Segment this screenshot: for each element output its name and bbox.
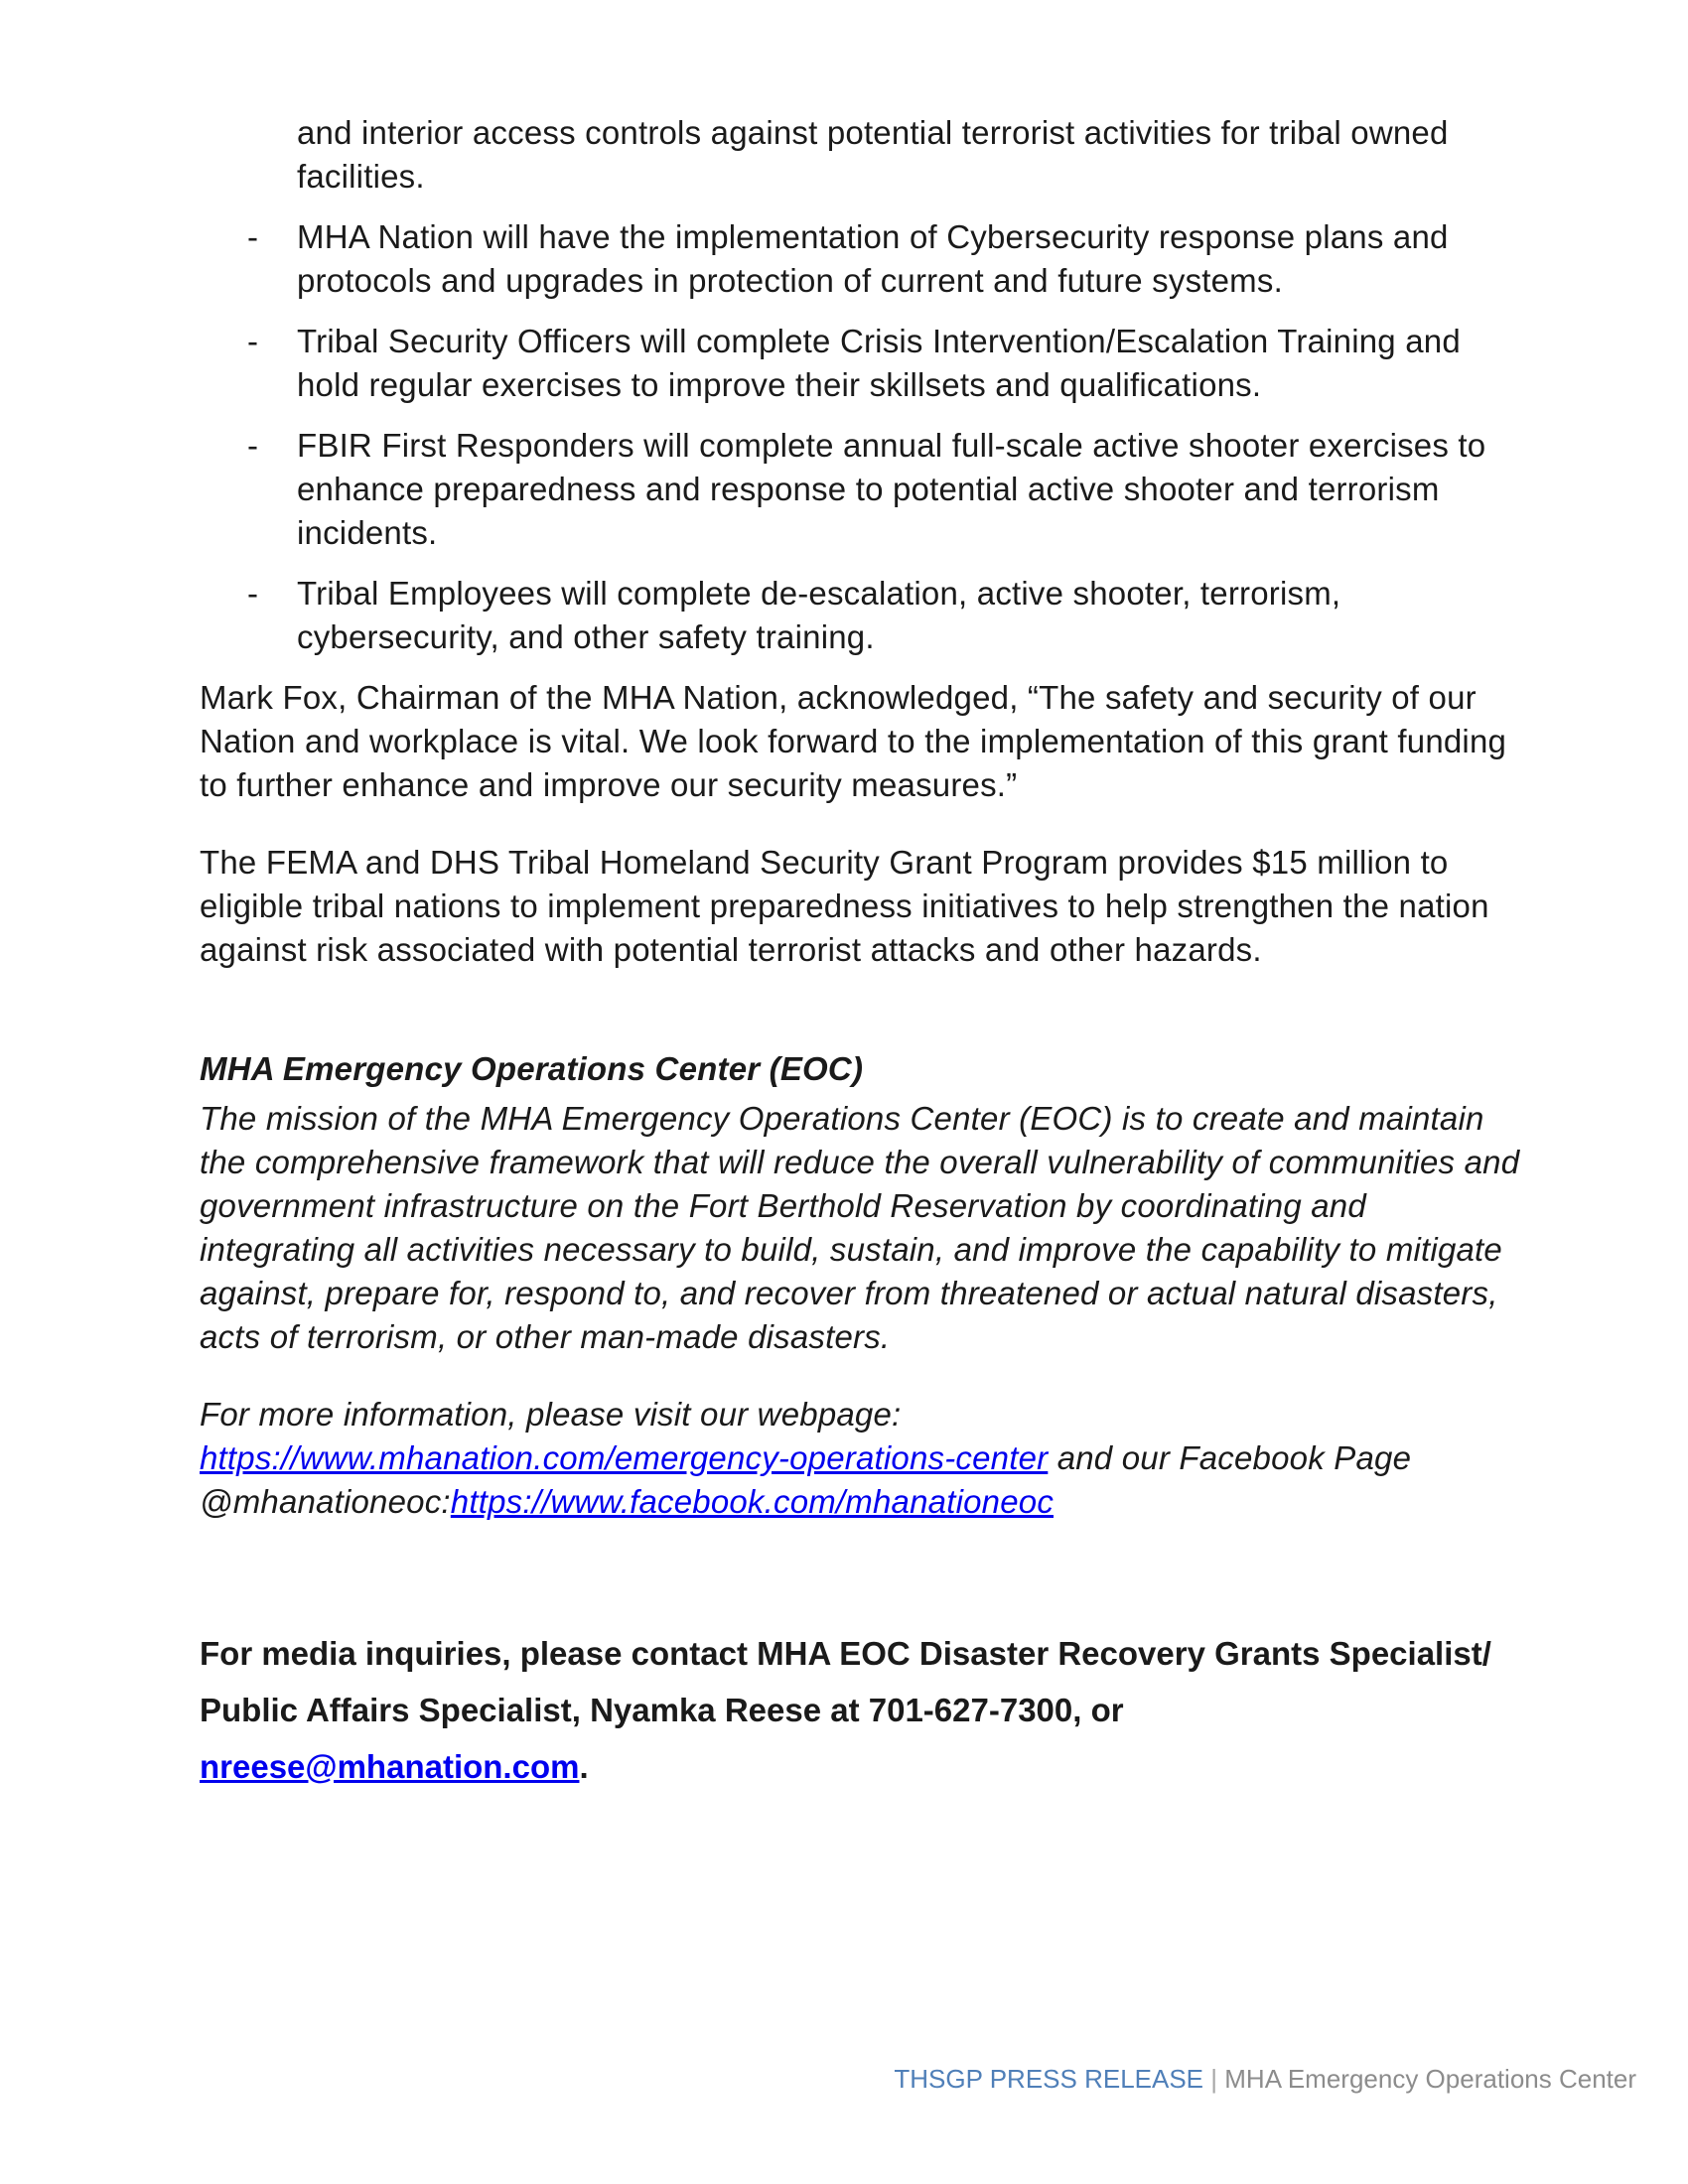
- bullet-item-security-officers: [200, 320, 1520, 407]
- bullet-item-tribal-employees: [200, 572, 1520, 659]
- footer-org: MHA Emergency Operations Center: [1224, 2064, 1636, 2094]
- bullet-text: MHA Nation will have the implementation of Cybersecurity response plans and protocols and upgrades in protection of current and future systems.: [297, 218, 1449, 299]
- facebook-link[interactable]: https://www.facebook.com/mhanationeoc: [450, 1483, 1055, 1520]
- more-info-prefix: For more information, please visit our webpage:: [200, 1396, 902, 1433]
- bullet-text: Tribal Employees will complete de-escalation, active shooter, terrorism, cybersecurity, and other safety training.: [297, 575, 1341, 655]
- document-body: [200, 111, 1520, 1795]
- page-footer: [894, 2063, 1636, 2095]
- media-end-punct: .: [579, 1748, 589, 1785]
- bullet-item-first-responders: [200, 424, 1520, 555]
- bullet-dash: -: [247, 427, 259, 464]
- bullet-text: Tribal Security Officers will complete Crisis Intervention/Escalation Training and hold regular exercises to improve their skillsets and qualifications.: [297, 323, 1461, 403]
- more-info-paragraph: [200, 1393, 1520, 1524]
- grant-program-paragraph: The FEMA and DHS Tribal Homeland Security Grant Program provides $15 million to eligible tribal nations to implement preparedness initiatives to help strengthen the nation against risk associated with potential terrorist attacks and other hazards.: [200, 844, 1489, 968]
- eoc-heading: MHA Emergency Operations Center (EOC): [200, 1050, 864, 1087]
- eoc-webpage-link[interactable]: https://www.mhanation.com/emergency-operations-center: [200, 1439, 1049, 1476]
- bullet-dash: -: [247, 575, 259, 612]
- bullet-text: FBIR First Responders will complete annual full-scale active shooter exercises to enhance preparedness and response to potential active shooter and terrorism incidents.: [297, 427, 1486, 551]
- email-link[interactable]: nreese@mhanation.com: [200, 1748, 580, 1785]
- media-contact: [200, 1625, 1520, 1795]
- facebook-text: and our Facebook Page @mhanationeoc:: [200, 1439, 1412, 1520]
- bullet-item-cybersecurity: [200, 215, 1520, 303]
- chairman-quote-paragraph: Mark Fox, Chairman of the MHA Nation, acknowledged, “The safety and security of our Nation and workplace is vital. We look forward to the implementation of this grant funding to further enhance and improve our security measures.”: [200, 679, 1507, 803]
- bullet-continuation: and interior access controls against potential terrorist activities for tribal owned facilities.: [297, 114, 1449, 195]
- eoc-mission-paragraph: The mission of the MHA Emergency Operations Center (EOC) is to create and maintain the comprehensive framework that will reduce the overall vulnerability of communities and government infrastructure on the Fort Berthold Reservation by coordinating and integrating all activities necessary to build, sustain, and improve the capability to mitigate against, prepare for, respond to, and recover from threatened or actual natural disasters, acts of terrorism, or other man-made disasters.: [200, 1100, 1520, 1355]
- footer-separator: |: [1210, 2064, 1218, 2094]
- bullet-dash: -: [247, 323, 259, 359]
- media-contact-text: For media inquiries, please contact MHA EOC Disaster Recovery Grants Specialist/ Public Affairs Specialist, Nyamka Reese at 701-627-7300, or: [200, 1635, 1491, 1728]
- footer-title: THSGP PRESS RELEASE: [894, 2064, 1204, 2094]
- bullet-dash: -: [247, 218, 259, 255]
